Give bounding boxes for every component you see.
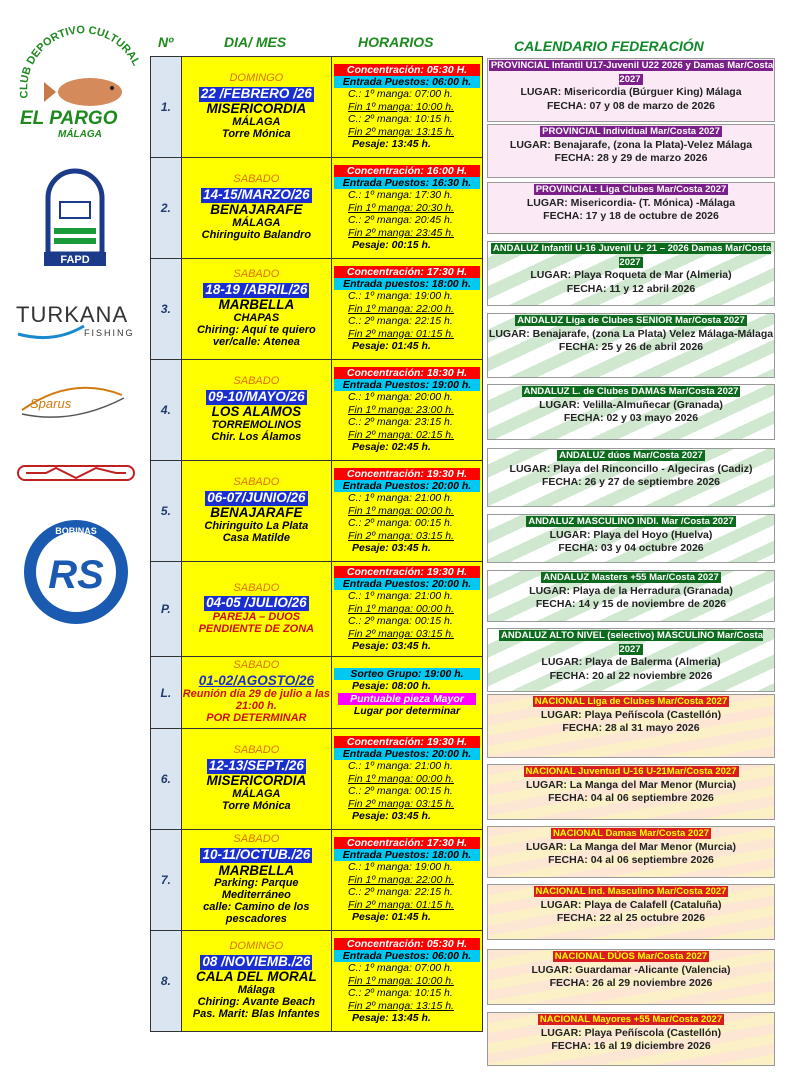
federation-event-title: PROVINCIAL: Liga Clubes Mar/Costa 2027 <box>535 184 727 195</box>
event-date-cell <box>181 360 331 461</box>
time-entry: C.: 1º manga: 20:00 h. <box>347 391 453 404</box>
time-entry: Fin 1º manga: 10:00 h. <box>347 100 454 113</box>
time-entry: C.: 1º manga: 19:00 h. <box>347 290 453 303</box>
schedule-row <box>151 830 483 931</box>
club-el-pargo-logo <box>10 20 150 140</box>
event-note: POR DETERMINAR <box>206 712 307 724</box>
federation-event-title: ANDALUZ Masters +55 Mar/Costa 2027 <box>543 572 719 583</box>
federation-event <box>487 884 775 940</box>
event-date-cell <box>181 57 331 158</box>
event-dates: 10-11/OCTUB./26 <box>202 847 311 863</box>
time-entry: C.: 2º manga: 10:15 h. <box>347 987 453 1000</box>
schedule-row <box>151 259 483 360</box>
event-number: 1. <box>151 57 182 158</box>
event-location-detail: TORREMOLINOS <box>211 418 302 431</box>
time-entry: C.: 1º manga: 07:00 h. <box>347 962 453 975</box>
svg-text:Sparus: Sparus <box>30 396 72 411</box>
event-weekday: SABADO <box>233 476 280 489</box>
time-entry: Pesaje: 13:45 h. <box>351 137 431 150</box>
federation-event-date: FECHA: 03 y 04 octubre 2026 <box>558 542 704 555</box>
schedule-row <box>151 931 483 1032</box>
time-entry: Entrada Puestos: 06:00 h. <box>334 950 480 962</box>
svg-text:TURKANA: TURKANA <box>16 302 129 327</box>
federation-event-title: NACIONAL Mayores +55 Mar/Costa 2027 <box>539 1014 723 1025</box>
federation-event-title: PROVINCIAL Individual Mar/Costa 2027 <box>542 126 720 137</box>
event-location-detail: MÁLAGA <box>232 115 281 128</box>
federation-event-date: FECHA: 26 y 27 de septiembre 2026 <box>542 476 720 489</box>
event-dates: 22 /FEBRERO /26 <box>200 86 312 102</box>
time-entry: C.: 1º manga: 21:00 h. <box>347 590 453 603</box>
event-number: 6. <box>151 729 182 830</box>
event-location-detail: Casa Matilde <box>222 531 290 544</box>
event-location: MISERICORDIA <box>206 773 307 789</box>
time-entry: Entrada Puestos: 18:00 h. <box>334 849 480 861</box>
time-entry: C.: 2º manga: 23:15 h. <box>347 416 453 429</box>
schedule-row <box>151 57 483 158</box>
event-number: 7. <box>151 830 182 931</box>
time-entry: Pesaje: 03:45 h. <box>351 541 431 554</box>
federation-event-date: FECHA: 22 al 25 octubre 2026 <box>556 912 706 925</box>
federation-event-title: PROVINCIAL Infantil U17-Juvenil U22 2026 y Damas Mar/Costa 2027 <box>490 60 774 85</box>
svg-text:EL PARGO: EL PARGO <box>20 108 118 129</box>
time-entry: Fin 1º manga: 23:00 h. <box>347 403 454 416</box>
federation-event-place: LUGAR: Playa de la Herradura (Granada) <box>529 584 733 597</box>
event-times-cell <box>331 657 482 729</box>
time-entry: Puntuable pieza Mayor <box>338 693 476 705</box>
time-entry: Concentración: 19:30 H. <box>334 566 480 578</box>
event-location-detail: CHAPAS <box>233 312 280 325</box>
federation-event <box>487 313 775 378</box>
federation-event-date: FECHA: 04 al 06 septiembre 2026 <box>548 854 714 867</box>
time-entry: C.: 1º manga: 19:00 h. <box>347 861 453 874</box>
federation-event-title: ANDALUZ Infantil U-16 Juvenil U- 21 – 2026 Damas Mar/Costa 2027 <box>492 243 772 268</box>
svg-text:MÁLAGA: MÁLAGA <box>58 129 102 140</box>
federation-event <box>487 694 775 758</box>
event-times-cell <box>331 360 482 461</box>
time-entry: Concentración: 17:30 H. <box>334 266 480 278</box>
time-entry: Concentración: 05:30 H. <box>334 64 480 76</box>
federation-event <box>487 241 775 306</box>
event-date-cell <box>181 461 331 562</box>
header-num: Nº <box>158 34 174 50</box>
event-number: 2. <box>151 158 182 259</box>
time-entry: C.: 2º manga: 22:15 h. <box>347 315 453 328</box>
time-entry: Pesaje: 01:45 h. <box>351 339 431 352</box>
federation-event-title: NACIONAL Liga de Clubes Mar/Costa 2027 <box>534 696 728 707</box>
event-location-detail: Torre Mónica <box>222 799 291 812</box>
event-date-cell <box>181 657 331 729</box>
event-location-detail: Parking: Parque Mediterráneo <box>214 877 299 901</box>
svg-text:FISHING: FISHING <box>84 328 135 338</box>
event-location-detail: MÁLAGA <box>232 216 281 229</box>
time-entry: C.: 1º manga: 21:00 h. <box>347 760 453 773</box>
event-dates: 06-07/JUNIO/26 <box>207 490 306 506</box>
federation-event-place: LUGAR: Playa de Calafell (Cataluña) <box>540 898 722 911</box>
event-times-cell <box>331 259 482 360</box>
event-times-cell <box>331 729 482 830</box>
time-entry: C.: 2º manga: 00:15 h. <box>347 785 453 798</box>
time-entry: Entrada Puestos: 20:00 h. <box>334 578 480 590</box>
event-weekday: SABADO <box>233 833 280 846</box>
time-entry: C.: 1º manga: 21:00 h. <box>347 492 453 505</box>
time-entry: Concentración: 18:30 H. <box>334 367 480 379</box>
event-date-cell <box>181 830 331 931</box>
event-dates: 01-02/AGOSTO/26 <box>198 672 314 688</box>
event-date-cell <box>181 158 331 259</box>
federation-event <box>487 570 775 622</box>
federation-event <box>487 124 775 178</box>
svg-text:RS: RS <box>48 553 104 597</box>
federation-event-place: LUGAR: Benajarafe, (zona La Plata) Velez Málaga-Málaga <box>488 327 774 340</box>
federation-event <box>487 1012 775 1066</box>
time-entry: C.: 2º manga: 00:15 h. <box>347 517 453 530</box>
federation-event <box>487 628 775 692</box>
schedule-table <box>150 56 483 1032</box>
event-date-cell <box>181 931 331 1032</box>
event-times-cell <box>331 461 482 562</box>
event-note: PAREJA – DÚOS <box>212 610 301 623</box>
time-entry: C.: 2º manga: 22:15 h. <box>347 886 453 899</box>
federation-event-date: FECHA: 14 y 15 de noviembre de 2026 <box>535 598 727 611</box>
event-number: L. <box>151 657 182 729</box>
federation-event <box>487 826 775 878</box>
federation-event-date: FECHA: 20 al 22 noviembre 2026 <box>549 669 713 682</box>
federation-event-title: ANDALUZ ALTO NIVEL (selectivo) MASCULINO Mar/Costa 2027 <box>501 630 763 655</box>
schedule-row <box>151 360 483 461</box>
federation-event-place: LUGAR: Playa del Hoyo (Huelva) <box>549 528 713 541</box>
time-entry: Fin 1º manga: 22:00 h. <box>347 302 454 315</box>
event-location-detail: Chir. Los Álamos <box>211 430 302 443</box>
event-location: BENAJARAFE <box>210 202 303 218</box>
time-entry: Sorteo Grupo: 19:00 h. <box>334 668 480 680</box>
federation-event-date: FECHA: 07 y 08 de marzo de 2026 <box>546 99 716 112</box>
schedule-row <box>151 562 483 657</box>
event-location-detail: Chiringuito La Plata <box>204 519 309 532</box>
event-times-cell <box>331 931 482 1032</box>
time-entry: Entrada Puestos: 20:00 h. <box>334 480 480 492</box>
federation-event <box>487 514 775 563</box>
time-entry: Fin 1º manga: 00:00 h. <box>347 504 454 517</box>
event-location-detail: Pas. Marit: Blas Infantes <box>192 1007 320 1020</box>
federation-event-date: FECHA: 17 y 18 de octubre de 2026 <box>543 210 719 223</box>
time-entry: Pesaje: 02:45 h. <box>351 440 431 453</box>
federation-event-place: LUGAR: Playa del Rinconcillo - Algeciras (Cadiz) <box>509 462 753 475</box>
time-entry: Fin 2º manga: 01:15 h. <box>347 327 454 340</box>
federation-event-place: LUGAR: La Manga del Mar Menor (Murcia) <box>525 778 736 791</box>
event-date-cell <box>181 562 331 657</box>
time-entry: Fin 2º manga: 13:15 h. <box>347 999 454 1012</box>
event-number: 8. <box>151 931 182 1032</box>
time-entry: Pesaje: 08:00 h. <box>351 680 431 693</box>
event-number: P. <box>151 562 182 657</box>
time-entry: C.: 1º manga: 07:00 h. <box>347 88 453 101</box>
federation-event-place: LUGAR: Guardamar -Alicante (Valencia) <box>531 963 731 976</box>
time-entry: Entrada Puestos: 19:00 h. <box>334 379 480 391</box>
federation-event-date: FECHA: 04 al 06 septiembre 2026 <box>548 792 714 805</box>
federation-event-place: LUGAR: Playa Peñíscola (Castellón) <box>540 1026 722 1039</box>
federation-event <box>487 764 775 820</box>
time-entry: Pesaje: 03:45 h. <box>351 639 431 652</box>
time-entry: Concentración: 17:30 H. <box>334 837 480 849</box>
event-location-detail: Chiringuito Balandro <box>201 228 312 241</box>
time-entry: Fin 2º manga: 13:15 h. <box>347 125 454 138</box>
federation-event-place: LUGAR: Velilla-Almuñecar (Granada) <box>539 398 723 411</box>
federation-event-title: NACIONAL Ind. Masculino Mar/Costa 2027 <box>535 886 727 897</box>
time-entry: Entrada Puestos: 16:30 h. <box>334 177 480 189</box>
event-location-detail: Chiring: Aquí te quiero ver/calle: Atenea <box>196 323 316 348</box>
event-location: LOS ALAMOS <box>211 404 302 420</box>
time-entry: C.: 2º manga: 10:15 h. <box>347 113 453 126</box>
time-entry: Fin 2º manga: 03:15 h. <box>347 529 454 542</box>
turkana-logo <box>14 296 139 346</box>
event-note: PENDIENTE DE ZONA <box>198 622 315 635</box>
event-location-detail: Málaga <box>237 984 275 997</box>
event-weekday: SABADO <box>233 173 280 186</box>
event-location-detail: calle: Camino de los pescadores <box>203 900 310 925</box>
time-entry: C.: 2º manga: 20:45 h. <box>347 214 453 227</box>
federation-event <box>487 182 775 234</box>
time-entry: Entrada puestos: 18:00 h. <box>334 278 480 290</box>
time-entry: Pesaje: 03:45 h. <box>351 809 431 822</box>
bobinas-rs-logo <box>22 518 130 626</box>
event-weekday: SABADO <box>233 744 280 757</box>
time-entry: Concentración: 19:30 H. <box>334 736 480 748</box>
time-entry: Fin 1º manga: 00:00 h. <box>347 772 454 785</box>
event-date-cell <box>181 259 331 360</box>
federation-event-place: LUGAR: La Manga del Mar Menor (Murcia) <box>525 840 736 853</box>
time-entry: Fin 1º manga: 20:30 h. <box>347 201 454 214</box>
federation-event-place: LUGAR: Playa Roqueta de Mar (Almeria) <box>530 269 732 282</box>
header-federation: CALENDARIO FEDERACIÓN <box>514 38 704 54</box>
event-dates: 09-10/MAYO/26 <box>208 389 305 405</box>
time-entry: Fin 1º manga: 10:00 h. <box>347 974 454 987</box>
time-entry: Entrada Puestos: 06:00 h. <box>334 76 480 88</box>
event-location: MARBELLA <box>218 297 295 313</box>
federation-event-date: FECHA: 11 y 12 abril 2026 <box>566 282 696 295</box>
schedule-row <box>151 657 483 729</box>
event-location: MISERICORDIA <box>206 101 307 117</box>
federation-event-title: NACIONAL Juventud U-16 U-21Mar/Costa 2027 <box>525 766 737 777</box>
event-note: Reunión día 29 de julio a las 21:00 h. <box>182 688 331 713</box>
federation-event-title: ANDALUZ dúos Mar/Costa 2027 <box>559 450 703 461</box>
federation-event-title: ANDALUZ L. de Clubes DAMAS Mar/Costa 2027 <box>523 386 739 397</box>
wakasa-logo <box>16 458 136 488</box>
time-entry: C.: 1º manga: 17:30 h. <box>347 189 453 202</box>
event-dates: 14-15/MARZO/26 <box>203 187 310 203</box>
federation-event-title: NACIONAL DÚOS Mar/Costa 2027 <box>554 951 708 962</box>
time-entry: Concentración: 05:30 H. <box>334 938 480 950</box>
time-entry: Fin 1º manga: 22:00 h. <box>347 873 454 886</box>
header-date: DIA/ MES <box>224 34 287 50</box>
time-entry: Pesaje: 13:45 h. <box>351 1011 431 1024</box>
time-entry: Lugar por determinar <box>353 704 461 717</box>
time-entry: Concentración: 19:30 H. <box>334 468 480 480</box>
time-entry: Fin 2º manga: 03:15 h. <box>347 627 454 640</box>
event-weekday: DOMINGO <box>229 72 284 85</box>
event-times-cell <box>331 158 482 259</box>
time-entry: Fin 2º manga: 02:15 h. <box>347 428 454 441</box>
event-weekday: SABADO <box>233 268 280 281</box>
event-number: 3. <box>151 259 182 360</box>
event-weekday: SABADO <box>233 375 280 388</box>
time-entry: Concentración: 16:00 H. <box>334 165 480 177</box>
federation-event-date: FECHA: 28 al 31 mayo 2026 <box>562 722 700 735</box>
federation-event-date: FECHA: 02 y 03 mayo 2026 <box>563 412 699 425</box>
federation-event <box>487 949 775 1005</box>
fapd-logo <box>40 168 110 268</box>
time-entry: Fin 1º manga: 00:00 h. <box>347 602 454 615</box>
time-entry: Entrada Puestos: 20:00 h. <box>334 748 480 760</box>
event-number: 5. <box>151 461 182 562</box>
schedule-row <box>151 729 483 830</box>
federation-event <box>487 384 775 440</box>
sparus-logo <box>12 370 137 425</box>
event-date-cell <box>181 729 331 830</box>
event-location: CALA DEL MORAL <box>195 969 317 985</box>
time-entry: Fin 2º manga: 23:45 h. <box>347 226 454 239</box>
event-dates: 04-05 /JULIO/26 <box>206 595 307 611</box>
event-weekday: DOMINGO <box>229 940 284 953</box>
time-entry: Pesaje: 00:15 h. <box>351 238 431 251</box>
event-times-cell <box>331 830 482 931</box>
time-entry: C.: 2º manga: 00:15 h. <box>347 615 453 628</box>
event-dates: 08 /NOVIEMB./26 <box>202 954 311 970</box>
time-entry: Fin 2º manga: 01:15 h. <box>347 898 454 911</box>
federation-event-place: LUGAR: Benajarafe, (zona la Plata)-Velez Málaga <box>509 138 753 151</box>
event-location-detail: MÁLAGA <box>232 787 281 800</box>
event-dates: 12-13/SEPT./26 <box>208 758 304 774</box>
federation-event-date: FECHA: 28 y 29 de marzo 2026 <box>554 152 708 165</box>
federation-event-title: ANDALUZ MASCULINO INDI. Mar /Costa 2027 <box>528 516 734 527</box>
event-times-cell <box>331 57 482 158</box>
event-weekday: SABADO <box>233 659 280 672</box>
federation-event-place: LUGAR: Playa Peñíscola (Castellón) <box>540 708 722 721</box>
federation-event-date: FECHA: 26 al 29 noviembre 2026 <box>549 977 713 990</box>
event-times-cell <box>331 562 482 657</box>
event-location: MARBELLA <box>218 862 295 878</box>
event-dates: 18-19 /ABRIL/26 <box>205 282 308 298</box>
federation-event-place: LUGAR: Misericordia- (T. Mónica) -Málaga <box>526 196 736 209</box>
federation-event-date: FECHA: 16 al 19 diciembre 2026 <box>551 1040 711 1053</box>
event-weekday: SABADO <box>233 581 280 594</box>
schedule-row <box>151 158 483 259</box>
event-location-detail: Chiring: Avante Beach <box>197 995 316 1008</box>
federation-event-title: ANDALUZ Liga de Clubes SENIOR Mar/Costa 2027 <box>517 315 745 326</box>
federation-event <box>487 58 775 122</box>
header-times: HORARIOS <box>358 34 434 50</box>
federation-event <box>487 448 775 507</box>
federation-event-place: LUGAR: Misericordia (Búrguer King) Málaga <box>520 86 742 99</box>
federation-event-date: FECHA: 25 y 26 de abril 2026 <box>558 341 704 354</box>
svg-text:FAPD: FAPD <box>60 254 90 266</box>
time-entry: Fin 2º manga: 03:15 h. <box>347 797 454 810</box>
event-location: BENAJARAFE <box>210 505 303 521</box>
federation-event-place: LUGAR: Playa de Balerma (Almeria) <box>541 656 721 669</box>
schedule-row <box>151 461 483 562</box>
federation-event-title: NACIONAL Damas Mar/Costa 2027 <box>552 828 710 839</box>
svg-text:BOBINAS: BOBINAS <box>55 526 97 536</box>
time-entry: Pesaje: 01:45 h. <box>351 910 431 923</box>
svg-text:CLUB DEPORTIVO CULTURAL: CLUB DEPORTIVO CULTURAL <box>18 24 143 99</box>
event-location-detail: Torre Mónica <box>222 127 291 140</box>
event-number: 4. <box>151 360 182 461</box>
